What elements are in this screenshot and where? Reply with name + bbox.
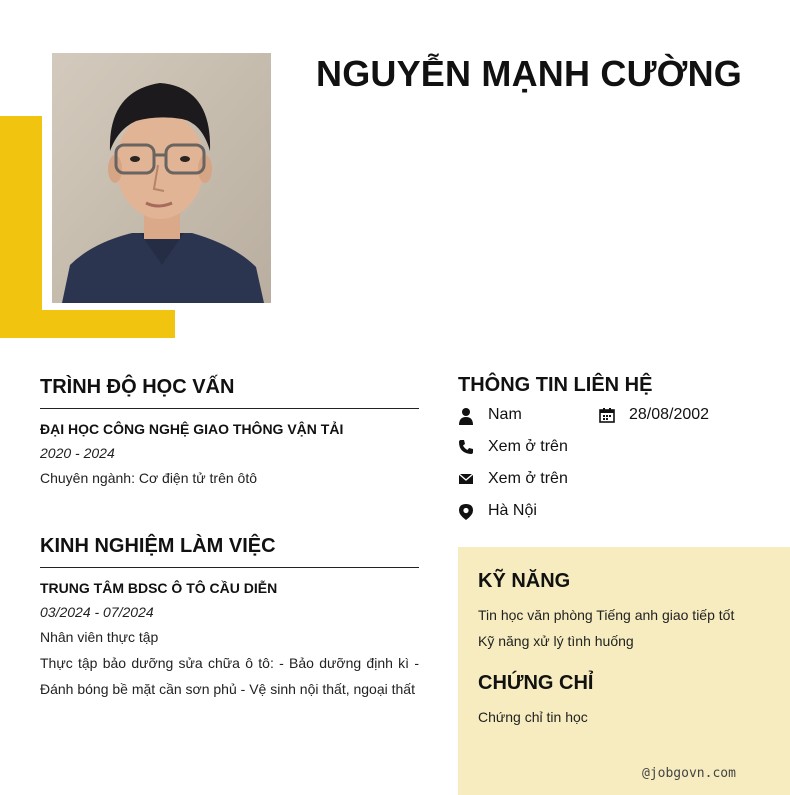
education-major: Chuyên ngành: Cơ điện tử trên ôtô (40, 470, 258, 486)
experience-position: Nhân viên thực tập (40, 629, 159, 645)
experience-divider (40, 567, 419, 568)
certificate-item-1: Chứng chỉ tin học (478, 709, 588, 725)
contact-title: THÔNG TIN LIÊN HỆ (458, 374, 653, 396)
education-divider (40, 408, 419, 409)
contact-gender (458, 406, 522, 424)
experience-period: 03/2024 - 07/2024 (40, 604, 154, 620)
location-icon (458, 503, 474, 519)
skill-item-1: Tin học văn phòng Tiếng anh giao tiếp tốt (478, 607, 735, 623)
phone-icon (458, 439, 474, 455)
mail-icon (458, 471, 474, 487)
contact-gender-value: Nam (488, 406, 522, 423)
candidate-name: NGUYỄN MẠNH CƯỜNG (316, 53, 742, 94)
calendar-icon (599, 407, 615, 423)
accent-bar-vertical (0, 116, 42, 338)
education-period: 2020 - 2024 (40, 445, 115, 461)
education-title: TRÌNH ĐỘ HỌC VẤN (40, 376, 235, 398)
watermark: @jobgovn.com (642, 766, 736, 781)
education-school: ĐẠI HỌC CÔNG NGHỆ GIAO THÔNG VẬN TẢI (40, 421, 344, 437)
skill-item-2: Kỹ năng xử lý tình huống (478, 633, 634, 649)
skills-certificates-box (458, 547, 790, 795)
contact-email-value: Xem ở trên (488, 470, 568, 487)
skills-title: KỸ NĂNG (478, 570, 571, 592)
experience-description: Thực tập bảo dưỡng sửa chữa ô tô: - Bảo dưỡng định kì - Đánh bóng bề mặt cần sơn phủ - Vệ sinh nội thất, ngoại thất (40, 655, 419, 697)
contact-birthday (599, 406, 709, 424)
contact-address (458, 502, 537, 520)
contact-address-value: Hà Nội (488, 502, 537, 519)
accent-bar-horizontal (0, 310, 175, 338)
person-icon (458, 407, 474, 423)
contact-birthday-value: 28/08/2002 (629, 406, 710, 423)
profile-photo (52, 53, 271, 303)
contact-phone-value: Xem ở trên (488, 438, 568, 455)
experience-title: KINH NGHIỆM LÀM VIỆC (40, 535, 276, 557)
contact-phone (458, 438, 568, 456)
contact-email (458, 470, 568, 488)
certificates-title: CHỨNG CHỈ (478, 672, 594, 694)
experience-company: TRUNG TÂM BDSC Ô TÔ CẦU DIỄN (40, 580, 278, 596)
